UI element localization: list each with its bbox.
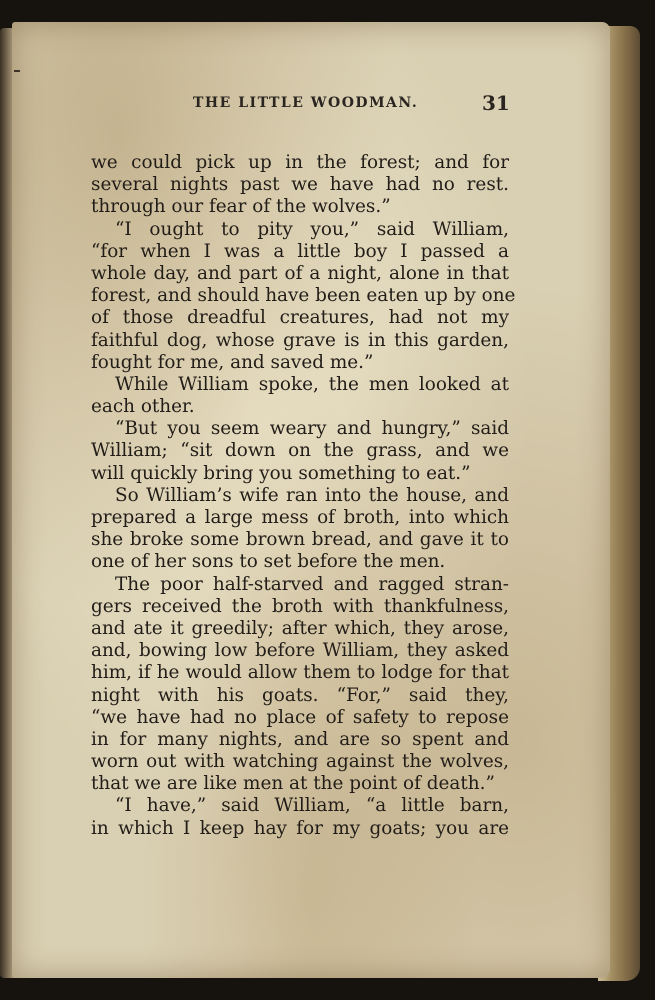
- text-line: and ate it greedily; after which, they arose,: [91, 617, 509, 639]
- text-line: “But you seem weary and hungry,” said: [115, 418, 509, 440]
- text-line: each other.: [91, 396, 195, 418]
- text-line: we could pick up in the forest; and for: [91, 152, 509, 173]
- text-line: whole day, and part of a night, alone in that: [91, 262, 509, 284]
- running-title: THE LITTLE WOODMAN.: [193, 95, 419, 111]
- text-line: fought for me, and saved me.”: [91, 351, 374, 373]
- text-line: “we have had no place of safety to repose: [91, 706, 509, 728]
- text-line: faithful dog, whose grave is in this garden,: [91, 329, 509, 351]
- text-line: that we are like men at the point of death.”: [91, 773, 495, 795]
- text-line: While William spoke, the men looked at: [115, 373, 509, 395]
- text-line: worn out with watching against the wolves,: [91, 751, 509, 773]
- text-line: in for many nights, and are so spent and: [91, 728, 509, 750]
- text-line: one of her sons to set before the men.: [91, 551, 446, 573]
- text-line: forest, and should have been eaten up by one: [91, 285, 516, 307]
- text-line: William; “sit down on the grass, and we: [91, 440, 509, 462]
- text-line: The poor half-starved and ragged stran-: [115, 573, 509, 595]
- text-line: will quickly bring you something to eat.”: [91, 462, 471, 484]
- text-line: So William’s wife ran into the house, and: [115, 484, 509, 506]
- text-line: through our fear of the wolves.”: [91, 196, 391, 218]
- text-line: “I have,” said William, “a little barn,: [115, 795, 509, 817]
- body-text: [91, 152, 516, 840]
- text-line: “for when I was a little boy I passed a: [91, 240, 509, 262]
- text-line: night with his goats. “For,” said they,: [91, 684, 509, 706]
- text-line: of those dreadful creatures, had not my: [91, 307, 509, 329]
- running-head: [0, 91, 655, 121]
- text-line: “I ought to pity you,” said William,: [115, 218, 509, 240]
- text-line: several nights past we have had no rest.: [91, 174, 509, 196]
- page-number: 31: [482, 91, 510, 115]
- text-line: him, if he would allow them to lodge for that: [91, 662, 509, 684]
- text-line: in which I keep hay for my goats; you are: [91, 817, 509, 839]
- text-line: prepared a large mess of broth, into which: [91, 507, 509, 528]
- text-line: gers received the broth with thankfulness,: [91, 595, 509, 617]
- text-line: she broke some brown bread, and gave it to: [91, 529, 509, 551]
- text-line: and, bowing low before William, they asked: [91, 640, 509, 662]
- margin-mark: [14, 70, 20, 72]
